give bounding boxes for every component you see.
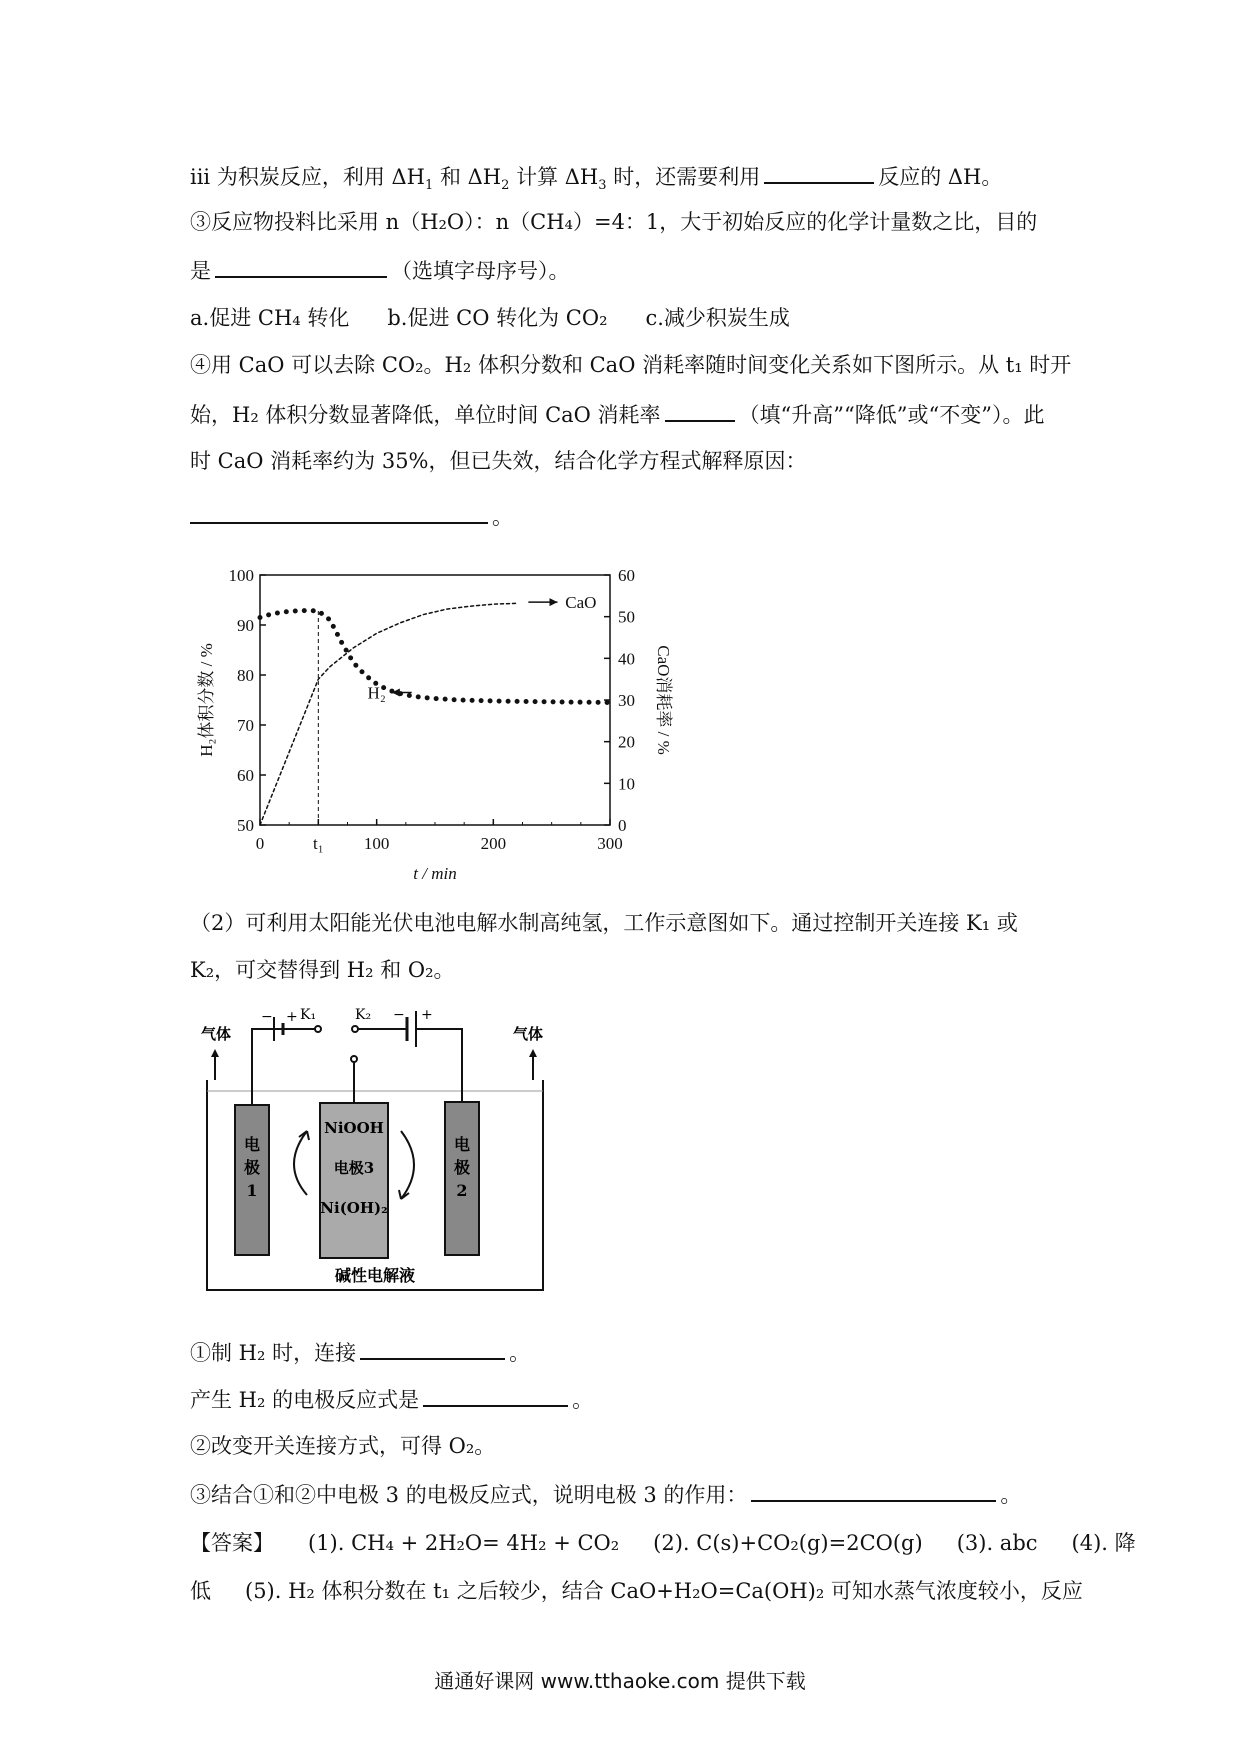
electrode-2-label-c: 2 — [456, 1181, 468, 1200]
y-left-tick-label: 100 — [228, 566, 254, 585]
gas-left-label: 气体 — [201, 1025, 232, 1043]
cao-annotation-label: CaO — [565, 593, 597, 613]
sub-question-1 — [190, 1336, 530, 1368]
chart-svg — [190, 555, 673, 895]
answer-line-1 — [190, 1528, 1136, 1558]
answer-heading: 【答案】 — [190, 1531, 274, 1555]
cycle-arrow-right — [401, 1131, 414, 1199]
x-tick-label: 200 — [480, 834, 507, 853]
text-line-5a: 始，H₂ 体积分数显著降低，单位时间 CaO 消耗率 — [190, 403, 661, 427]
y-right-tick-label: 0 — [618, 816, 627, 835]
x-tick-label: t₁ — [313, 834, 324, 853]
text-line-3a: 是 — [190, 259, 211, 283]
option-a: a.促进 CH₄ 转化 — [190, 306, 350, 330]
series-line-cao — [260, 603, 517, 825]
electrolyte-label: 碱性电解液 — [334, 1266, 416, 1285]
text-line-1h: 反应的 ΔH。 — [878, 165, 1003, 189]
text-line-7-end: 。 — [492, 505, 513, 529]
answer-2: (2). C(s)+CO₂(g)=2CO(g) — [653, 1531, 923, 1555]
battery1-minus: − — [261, 1009, 273, 1025]
sub-question-1-reaction-b: 。 — [572, 1388, 594, 1412]
sub-question-3 — [190, 1478, 1021, 1510]
sub-1: 1 — [424, 178, 434, 194]
answer-1: (1). CH₄ + 2H₂O= 4H₂ + CO₂ — [308, 1531, 620, 1555]
switch-k2-contact — [352, 1026, 358, 1032]
question-2-line-1: （2）可利用太阳能光伏电池电解水制高纯氢，工作示意图如下。通过控制开关连接 K₁ 或 — [190, 911, 1018, 935]
y-left-axis-title: H₂体积分数 / % — [197, 643, 216, 757]
page-footer: 通通好课网 www.tthaoke.com 提供下载 — [434, 1669, 806, 1693]
h2-annotation-label: H₂ — [367, 683, 386, 703]
y-left-tick-label: 70 — [237, 716, 254, 735]
y-left-tick-label: 80 — [237, 666, 254, 685]
gas-right-label: 气体 — [513, 1025, 544, 1043]
text-line-1e: 计算 ΔH — [509, 165, 599, 189]
y-left-tick-label: 90 — [237, 616, 254, 635]
electrode-1-label-b: 极 — [243, 1158, 261, 1177]
answer-4: (4). 降 — [1071, 1531, 1136, 1555]
switch-common-contact — [351, 1056, 357, 1062]
option-b: b.促进 CO 转化为 CO₂ — [387, 306, 608, 330]
answer-line-2a: 低 — [190, 1579, 211, 1603]
text-line-3b: （选填字母序号）。 — [391, 259, 570, 283]
gas-up-arrow-right-icon — [529, 1049, 537, 1057]
sub-question-1-reaction — [190, 1383, 593, 1415]
y-right-tick-label: 60 — [618, 566, 635, 585]
y-right-tick-label: 30 — [618, 691, 635, 710]
sub-question-1-reaction-a: 产生 H₂ 的电极反应式是 — [190, 1388, 420, 1412]
x-tick-label: 0 — [255, 834, 265, 853]
answer-blank-3[interactable] — [665, 398, 735, 422]
answer-blank-5[interactable] — [360, 1336, 505, 1360]
answer-blank-1[interactable] — [764, 160, 874, 184]
answer-blank-7[interactable] — [751, 1478, 996, 1502]
sub-question-3a: ③结合①和②中电极 3 的电极反应式，说明电极 3 的作用： — [190, 1483, 748, 1507]
electrode-1-label-c: 1 — [246, 1181, 258, 1200]
e3-top-label: NiOOH — [324, 1119, 384, 1137]
sub-question-2: ②改变开关连接方式，可得 O₂。 — [190, 1434, 496, 1458]
text-line-1c: 和 ΔH — [433, 165, 502, 189]
y-right-tick-label: 10 — [618, 774, 635, 794]
text-line-4: ④用 CaO 可以去除 CO₂。H₂ 体积分数和 CaO 消耗率随时间变化关系如下图所示。从 t₁ 时开 — [190, 353, 1072, 377]
electrode-2-label-a: 电 — [453, 1135, 471, 1154]
electrode-2 — [445, 1102, 479, 1255]
answer-3: (3). abc — [956, 1531, 1038, 1555]
sub-2: 2 — [501, 178, 510, 194]
y-left-tick-label: 50 — [237, 816, 254, 835]
sub-3: 3 — [598, 178, 607, 194]
cao-arrow-head-icon — [550, 598, 558, 606]
switch-k1-contact — [315, 1026, 321, 1032]
answer-5: (5). H₂ 体积分数在 t₁ 之后较少，结合 CaO+H₂O=Ca(OH)₂ 可知水蒸气浓度较小，反应 — [245, 1579, 1083, 1603]
question-2-line-2: K₂，可交替得到 H₂ 和 O₂。 — [190, 958, 455, 982]
text-line-3 — [190, 254, 570, 286]
text-line-6: 时 CaO 消耗率约为 35%，但已失效，结合化学方程式解释原因： — [190, 449, 807, 473]
sub-question-1b: 。 — [509, 1341, 531, 1365]
electrolysis-diagram — [195, 1005, 555, 1305]
options-line — [190, 303, 828, 333]
e3-bot-label: Ni(OH)₂ — [320, 1199, 388, 1217]
sub-question-1a: ①制 H₂ 时，连接 — [190, 1341, 357, 1365]
x-tick-label: 300 — [597, 834, 623, 853]
x-tick-label: 100 — [363, 834, 390, 853]
text-line-2: ③反应物投料比采用 n（H₂O）：n（CH₄）=4：1，大于初始反应的化学计量数之比，目的 — [190, 210, 1038, 234]
electrode-1-label-a: 电 — [243, 1135, 261, 1154]
cycle-arrow-left — [294, 1131, 307, 1195]
text-line-1g: 时，还需要利用 — [606, 165, 761, 189]
answer-blank-4[interactable] — [190, 500, 488, 524]
y-right-tick-label: 40 — [618, 649, 635, 669]
battery1-plus: + — [286, 1009, 298, 1025]
answer-blank-6[interactable] — [423, 1383, 568, 1407]
gas-up-arrow-left-icon — [211, 1049, 219, 1057]
y-right-tick-label: 50 — [618, 607, 635, 627]
chart — [190, 555, 673, 895]
e3-mid-label: 电极3 — [333, 1159, 375, 1177]
battery2-minus: − — [393, 1007, 405, 1023]
series-line-h2 — [260, 611, 610, 703]
text-line-1a: iii 为积炭反应，利用 ΔH — [190, 165, 425, 189]
text-line-1 — [190, 160, 1002, 201]
switch-k2-label: K₂ — [355, 1007, 372, 1023]
electrode-1 — [235, 1105, 269, 1255]
battery2-plus: + — [421, 1007, 433, 1023]
answer-blank-2[interactable] — [215, 254, 387, 278]
y-left-tick-label: 60 — [237, 766, 254, 785]
text-line-5 — [190, 398, 1044, 430]
text-line-5b: （填“升高”“降低”或“不变”）。此 — [738, 403, 1045, 427]
wire-left — [252, 1029, 307, 1105]
y-right-tick-label: 20 — [618, 732, 635, 752]
y-right-axis-title: CaO消耗率 / % — [654, 645, 673, 755]
electrolysis-svg — [195, 1005, 555, 1305]
electrode-2-label-b: 极 — [453, 1158, 471, 1177]
text-line-7 — [190, 500, 513, 532]
sub-question-3b: 。 — [1000, 1483, 1022, 1507]
switch-k1-label: K₁ — [300, 1007, 317, 1023]
option-c: c.减少积炭生成 — [645, 306, 790, 330]
answer-line-2 — [190, 1576, 1083, 1606]
x-axis-title: t / min — [413, 864, 457, 883]
